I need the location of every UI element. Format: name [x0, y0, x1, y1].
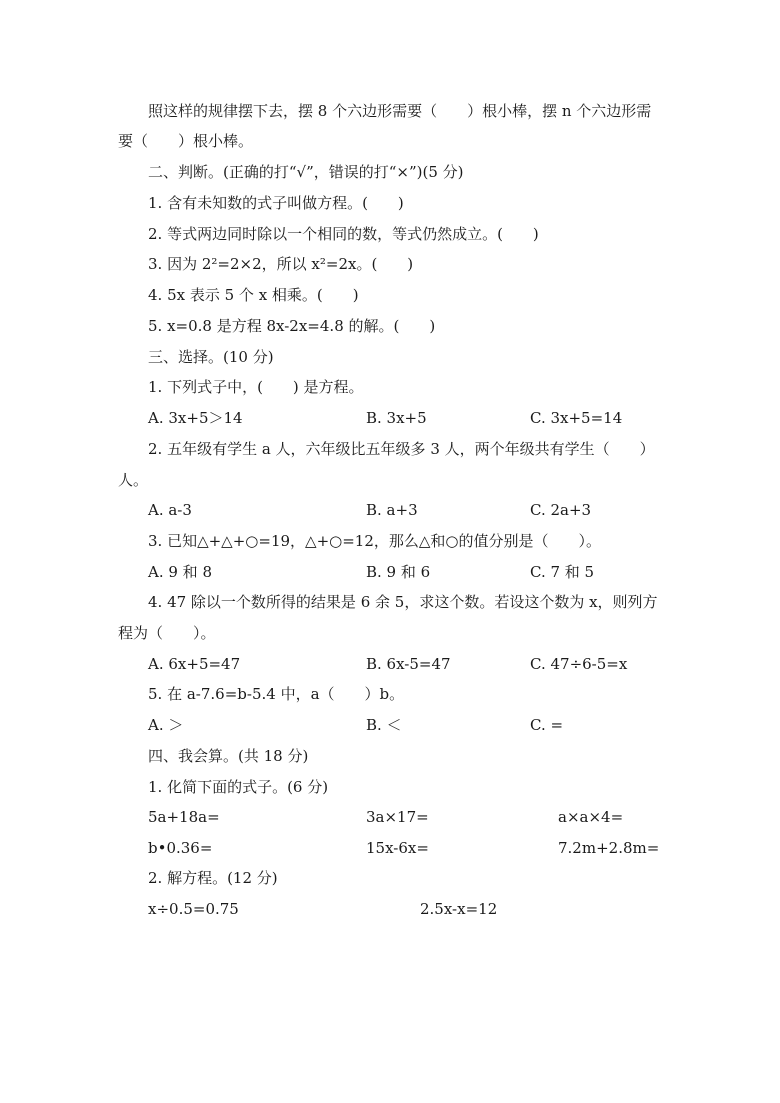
- choice-q1-option-b: B. 3x+5: [366, 409, 427, 427]
- choice-q5-option-c: C. =: [530, 716, 564, 734]
- choice-q4-option-c: C. 47÷6-5=x: [530, 655, 628, 673]
- intro-line-2: 要（ ）根小棒。: [118, 132, 254, 150]
- judge-item-4: 4. 5x 表示 5 个 x 相乘。( ): [148, 286, 359, 304]
- choice-q4-option-b: B. 6x-5=47: [366, 655, 451, 673]
- choice-q5-option-a: A. ＞: [148, 716, 184, 734]
- judge-heading: 二、判断。(正确的打“√”，错误的打“×”)(5 分): [148, 163, 464, 181]
- choice-q2-option-a: A. a-3: [148, 501, 192, 519]
- judge-item-5: 5. x=0.8 是方程 8x-2x=4.8 的解。( ): [148, 317, 436, 335]
- choice-q3-stem: 3. 已知△+△+○=19，△+○=12，那么△和○的值分别是（ ）。: [148, 532, 602, 550]
- equations-label: 2. 解方程。(12 分): [148, 869, 278, 887]
- judge-item-3: 3. 因为 2²=2×2，所以 x²=2x。( ): [148, 255, 414, 273]
- judge-item-1: 1. 含有未知数的式子叫做方程。( ): [148, 194, 404, 212]
- judge-item-2: 2. 等式两边同时除以一个相同的数，等式仍然成立。( ): [148, 225, 539, 243]
- equation-1: x÷0.5=0.75: [148, 900, 239, 918]
- simplify-expr-1: 5a+18a=: [148, 808, 220, 826]
- simplify-expr-5: 15x-6x=: [366, 839, 429, 857]
- simplify-expr-3: a×a×4=: [558, 808, 624, 826]
- choice-q2-option-c: C. 2a+3: [530, 501, 592, 519]
- choice-q4-option-a: A. 6x+5=47: [148, 655, 241, 673]
- choice-q1-option-a: A. 3x+5＞14: [148, 409, 243, 427]
- simplify-expr-6: 7.2m+2.8m=: [558, 839, 660, 857]
- choice-q2-option-b: B. a+3: [366, 501, 418, 519]
- choice-q3-option-a: A. 9 和 8: [148, 563, 212, 581]
- simplify-expr-4: b•0.36=: [148, 839, 213, 857]
- choice-q4-stem: 4. 47 除以一个数所得的结果是 6 余 5，求这个数。若设这个数为 x，则列方: [148, 593, 658, 611]
- choice-q5-option-b: B. ＜: [366, 716, 402, 734]
- simplify-label: 1. 化简下面的式子。(6 分): [148, 778, 329, 796]
- equation-2: 2.5x-x=12: [420, 900, 498, 918]
- choice-q1-option-c: C. 3x+5=14: [530, 409, 623, 427]
- choice-q3-option-c: C. 7 和 5: [530, 563, 595, 581]
- simplify-expr-2: 3a×17=: [366, 808, 429, 826]
- choice-q2-stem: 2. 五年级有学生 a 人，六年级比五年级多 3 人，两个年级共有学生（ ）: [148, 440, 655, 458]
- choice-heading: 三、选择。(10 分): [148, 348, 274, 366]
- choice-q5-stem: 5. 在 a-7.6=b-5.4 中，a（ ）b。: [148, 685, 405, 703]
- choice-q2-stem-cont: 人。: [118, 471, 149, 489]
- intro-line-1: 照这样的规律摆下去，摆 8 个六边形需要（ ）根小棒，摆 n 个六边形需: [148, 102, 652, 120]
- choice-q3-option-b: B. 9 和 6: [366, 563, 431, 581]
- calc-heading: 四、我会算。(共 18 分): [148, 747, 309, 765]
- choice-q1-stem: 1. 下列式子中，( ) 是方程。: [148, 378, 364, 396]
- choice-q4-stem-cont: 程为（ ）。: [118, 624, 216, 642]
